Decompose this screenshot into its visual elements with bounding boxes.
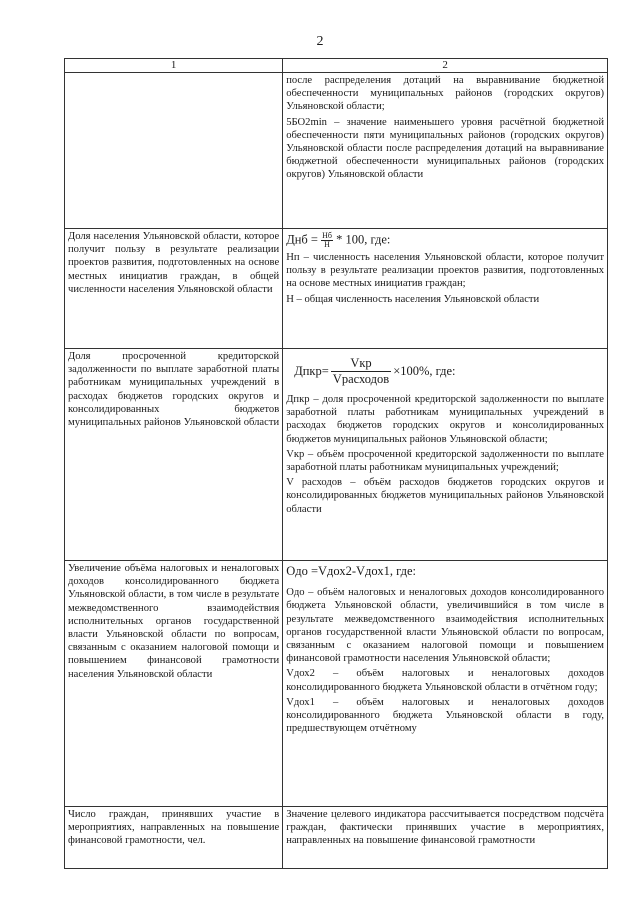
method-paragraph: Значение целевого индикатора рассчитывается посредством подсчёта граждан, фактически принявших участие в мероприятиях, направленных на повышение финансовой грамотности	[286, 809, 604, 847]
table-row	[65, 807, 608, 869]
indicator-name: Доля населения Ульяновской области, которое получит пользу в результате реализации проектов развития, подготовленных на основе местных инициатив граждан, в общей численности населения Ульяновской области	[65, 229, 283, 349]
method-paragraph: Vкр – объём просроченной кредиторской задолженности по выплате заработной платы работникам муниципальных учреждений;	[286, 448, 604, 474]
formula-numerator: Vкр	[331, 356, 391, 372]
indicator-method	[283, 349, 608, 561]
indicator-table	[64, 58, 608, 869]
formula-numerator: Нб	[322, 231, 332, 240]
indicator-name	[65, 73, 283, 229]
formula-rhs: * 100, где:	[336, 232, 391, 247]
table-row	[65, 349, 608, 561]
table-row	[65, 229, 608, 349]
formula	[294, 356, 604, 387]
formula: Oдо =Vдох2-Vдох1, где:	[286, 564, 416, 578]
formula-lhs: Дпкр=	[294, 363, 329, 378]
indicator-method	[283, 73, 608, 229]
indicator-method	[283, 561, 608, 807]
table-row	[65, 561, 608, 807]
method-paragraph: после распределения дотаций на выравнивание бюджетной обеспеченности муниципальных районов (городских округов) Ульяновской области;	[286, 75, 604, 113]
formula-fraction	[321, 232, 333, 249]
column-header-1: 1	[65, 59, 283, 73]
page-number: 2	[316, 34, 324, 49]
indicator-name: Увеличение объёма налоговых и неналоговых доходов консолидированного бюджета Ульяновской области, в том числе в результате межведомственного взаимодействия исполнительных органов государственной власти Ульяновской области по вопросам, связанным с оказанием налоговой помощи и повышением финансовой грамотности населения Ульяновской области	[65, 561, 283, 807]
formula-fraction	[331, 356, 391, 387]
indicator-name: Число граждан, принявших участие в мероприятиях, направленных на повышение финансовой грамотности, чел.	[65, 807, 283, 869]
method-paragraph: 5БО2min – значение наименьшего уровня расчётной бюджетной обеспеченности пяти муниципальных районов (городских округов) Ульяновской области после распределения дотаций на выравнивание бюджетной обеспеченности муниципальных районов (городских округов) Ульяновской области	[286, 116, 604, 181]
formula-lhs: Днб =	[286, 232, 318, 247]
method-paragraph: Oдо – объём налоговых и неналоговых доходов консолидированного бюджета Ульяновской области, увеличившийся в том числе в результате межведомственного взаимодействия исполнительных органов государственной власти Ульяновской области по вопросам, связанным с оказанием налоговой помощи и повышением финансовой грамотности населения Ульяновской области;	[286, 587, 604, 665]
formula-denominator: Н	[324, 240, 330, 249]
method-paragraph: Vдох2 – объём налоговых и неналоговых доходов консолидированного бюджета Ульяновской области в отчётном году;	[286, 668, 604, 693]
column-header-2: 2	[283, 59, 608, 73]
method-paragraph: V расходов – объём расходов бюджетов городских округов и консолидированных бюджетов муниципальных районов Ульяновской области	[286, 477, 604, 515]
formula	[286, 232, 604, 249]
method-paragraph: Н – общая численность населения Ульяновской области	[286, 293, 540, 305]
indicator-name: Доля просроченной кредиторской задолженности по выплате заработной платы работникам муниципальных учреждений в расходах бюджетов городских округов и консолидированных бюджетов муниципальных районов Ульяновской области	[65, 349, 283, 561]
indicator-method	[283, 807, 608, 869]
method-paragraph: Нп – численность населения Ульяновской области, которое получит пользу в результате реализации проектов развития, подготовленных на основе местных инициатив граждан;	[286, 252, 604, 290]
table-row	[65, 73, 608, 229]
formula-rhs: ×100%, где:	[393, 363, 456, 378]
method-paragraph: Vдох1 – объём налоговых и неналоговых доходов консолидированного бюджета Ульяновской области в году, предшествующем отчётному	[286, 696, 604, 735]
formula-denominator: Vрасходов	[332, 372, 390, 386]
indicator-method	[283, 229, 608, 349]
method-paragraph: Дпкр – доля просроченной кредиторской задолженности по выплате заработной платы работникам муниципальных учреждений в расходах бюджетов городских округов и консолидированных бюджетов муниципальных районов Ульяновской области;	[286, 394, 604, 445]
table-header-row	[65, 59, 608, 73]
